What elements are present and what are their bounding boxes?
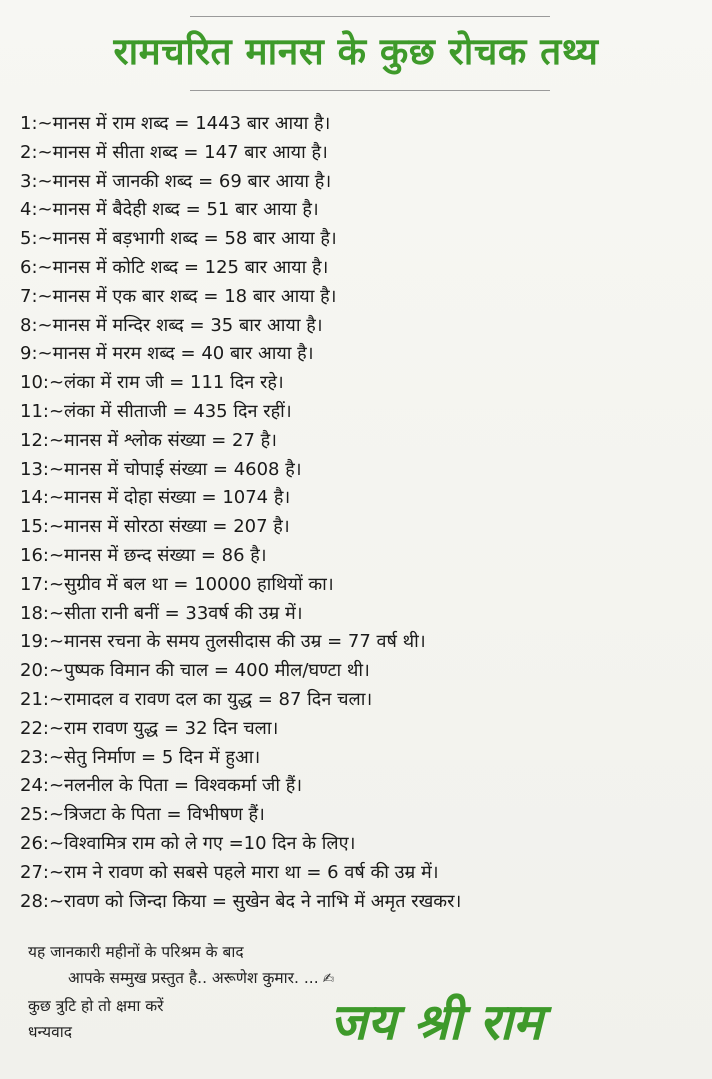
- footer-note-line-3: कुछ त्रुटि हो तो क्षमा करें: [28, 997, 164, 1015]
- fact-item: 23:~सेतु निर्माण = 5 दिन में हुआ।: [20, 746, 261, 768]
- fact-item: 19:~मानस रचना के समय तुलसीदास की उम्र = 77 वर्ष थी।: [20, 631, 426, 653]
- fact-item: 21:~रामादल व रावण दल का युद्ध = 87 दिन चला।: [20, 688, 373, 710]
- fact-item: 28:~रावण को जिन्दा किया = सुखेन बेद ने नाभि में अमृत रखकर।: [20, 890, 462, 912]
- page-title: रामचरित मानस के कुछ रोचक तथ्य: [113, 30, 599, 73]
- fact-item: 17:~सुग्रीव में बल था = 10000 हाथियों का।: [20, 573, 334, 595]
- fact-item: 6:~मानस में कोटि शब्द = 125 बार आया है।: [20, 256, 329, 278]
- fact-item: 22:~राम रावण युद्ध = 32 दिन चला।: [20, 717, 279, 739]
- fact-item: 14:~मानस में दोहा संख्या = 1074 है।: [20, 487, 291, 509]
- pen-icon: ✍: [322, 971, 335, 987]
- fact-item: 10:~लंका में राम जी = 111 दिन रहे।: [20, 372, 284, 394]
- footer-note-line-2: [68, 966, 334, 988]
- fact-item: 9:~मानस में मरम शब्द = 40 बार आया है।: [20, 343, 314, 365]
- fact-item: 4:~मानस में बैदेही शब्द = 51 बार आया है।: [20, 199, 319, 221]
- fact-item: 15:~मानस में सोरठा संख्या = 207 है।: [20, 516, 290, 538]
- footer-note-line-1: यह जानकारी महीनों के परिश्रम के बाद: [28, 943, 244, 961]
- fact-item: 20:~पुष्पक विमान की चाल = 400 मील/घण्टा थी।: [20, 660, 370, 682]
- fact-item: 8:~मानस में मन्दिर शब्द = 35 बार आया है।: [20, 314, 323, 336]
- fact-item: 12:~मानस में श्लोक संख्या = 27 है।: [20, 429, 278, 451]
- fact-item: 5:~मानस में बड़भागी शब्द = 58 बार आया है।: [20, 228, 337, 250]
- title-rule-bottom: [190, 90, 550, 91]
- fact-item: 3:~मानस में जानकी शब्द = 69 बार आया है।: [20, 170, 332, 192]
- fact-item: 24:~नलनील के पिता = विश्वकर्मा जी हैं।: [20, 775, 303, 797]
- fact-item: 2:~मानस में सीता शब्द = 147 बार आया है।: [20, 141, 328, 163]
- fact-item: 26:~विश्वामित्र राम को ले गए =10 दिन के लिए।: [20, 832, 356, 854]
- fact-item: 27:~राम ने रावण को सबसे पहले मारा था = 6 वर्ष की उम्र में।: [20, 861, 439, 883]
- fact-item: 16:~मानस में छन्द संख्या = 86 है।: [20, 544, 267, 566]
- fact-item: 1:~मानस में राम शब्द = 1443 बार आया है।: [20, 113, 331, 134]
- fact-item: 25:~त्रिजटा के पिता = विभीषण हैं।: [20, 804, 265, 826]
- fact-item: 11:~लंका में सीताजी = 435 दिन रहीं।: [20, 400, 292, 422]
- blessing-text: जय श्री राम: [330, 993, 543, 1051]
- fact-item: 18:~सीता रानी बनीं = 33वर्ष की उम्र में।: [20, 602, 303, 624]
- title-rule-top: [190, 16, 550, 17]
- fact-item: 13:~मानस में चोपाई संख्या = 4608 है।: [20, 458, 302, 480]
- fact-item: 7:~मानस में एक बार शब्द = 18 बार आया है।: [20, 285, 337, 307]
- footer-author-text: आपके सम्मुख प्रस्तुत है.. अरूणेश कुमार. ...: [68, 969, 319, 987]
- facts-list: [20, 110, 700, 916]
- footer-note-line-4: धन्यवाद: [28, 1023, 72, 1041]
